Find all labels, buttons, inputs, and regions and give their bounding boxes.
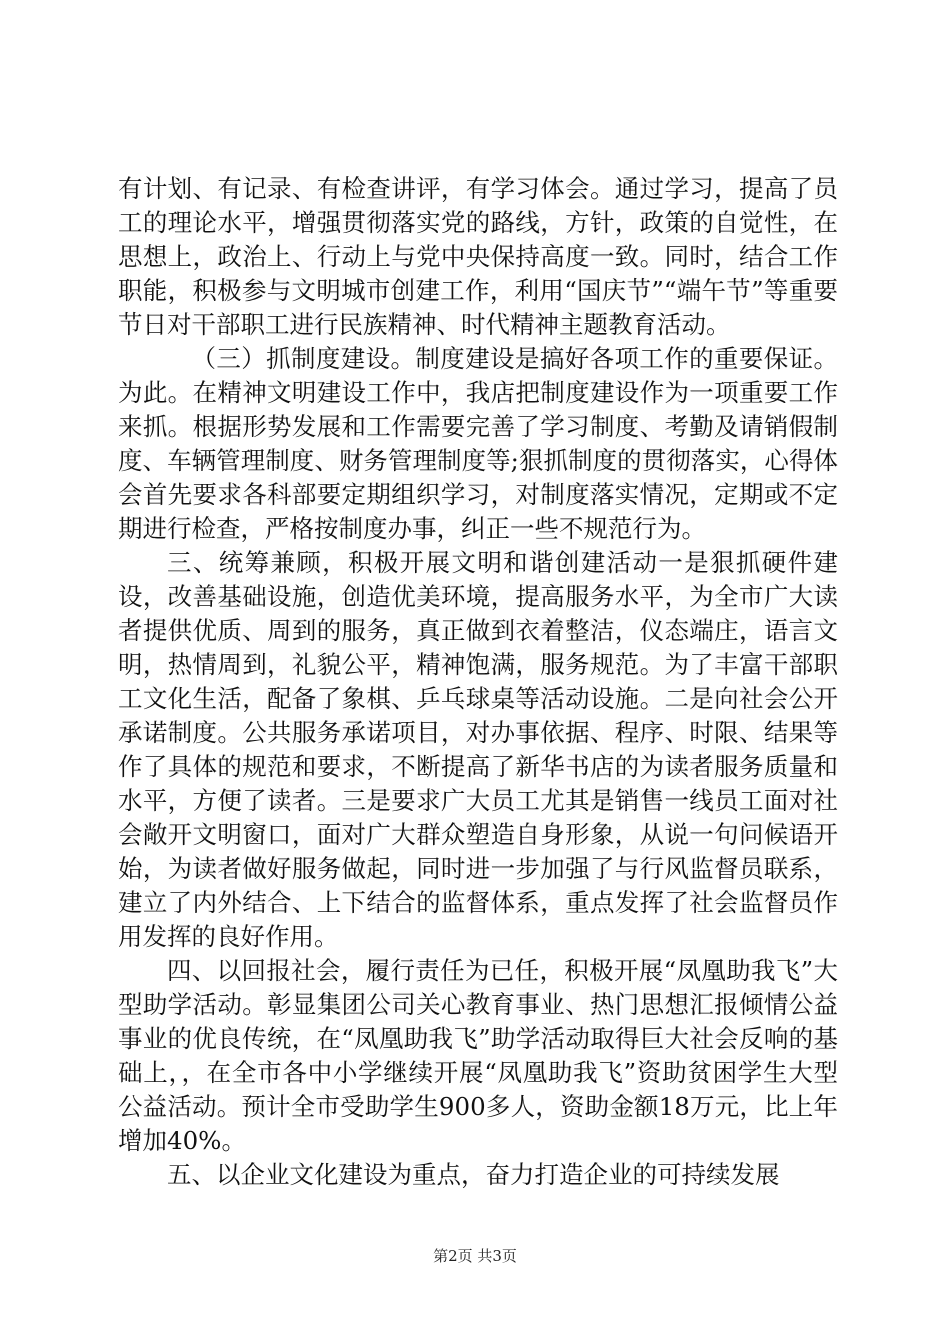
paragraph-student-aid: 四、以回报社会，履行责任为已任，积极开展“凤凰助我飞”大型助学活动。彰显集团公司关心教育事业、热门思想汇报倾情公益事业的优良传统，在“凤凰助我飞”助学活动取得巨大社会反响的基础上，，在全市各中小学继续开展“凤凰助我飞”资助贫困学生大型公益活动。预计全市受助学生900多人，资助金额18万元，比上年增加40%。 (118, 956, 838, 1155)
page-footer: 第2页 共3页 (433, 1247, 517, 1265)
document-body (118, 172, 838, 1192)
paragraph-civilization-activities: 三、统筹兼顾，积极开展文明和谐创建活动一是狠抓硬件建设，改善基础设施，创造优美环境，提高服务水平，为全市广大读者提供优质、周到的服务，真正做到衣着整洁，仪态端庄，语言文明，热情周到，礼貌公平，精神饱满，服务规范。为了丰富干部职工文化生活，配备了象棋、乒乓球桌等活动设施。二是向社会公开承诺制度。公共服务承诺项目，对办事依据、程序、时限、结果等作了具体的规范和要求，不断提高了新华书店的为读者服务质量和水平，方便了读者。三是要求广大员工尤其是销售一线员工面对社会敞开文明窗口，面对广大群众塑造自身形象，从说一句问候语开始，为读者做好服务做起，同时进一步加强了与行风监督员联系，建立了内外结合、上下结合的监督体系，重点发挥了社会监督员作用发挥的良好作用。 (118, 548, 838, 951)
paragraph-institution-building: （三）抓制度建设。制度建设是搞好各项工作的重要保证。为此。在精神文明建设工作中，我店把制度建设作为一项重要工作来抓。根据形势发展和工作需要完善了学习制度、考勤及请销假制度、车辆管理制度、财务管理制度等;狠抓制度的贯彻落实，心得体会首先要求各科部要定期组织学习，对制度落实情况，定期或不定期进行检查，严格按制度办事，纠正一些不规范行为。 (118, 344, 838, 543)
paragraph-continued: 有计划、有记录、有检查讲评，有学习体会。通过学习，提高了员工的理论水平，增强贯彻落实党的路线，方针，政策的自觉性，在思想上，政治上、行动上与党中央保持高度一致。同时，结合工作职能，积极参与文明城市创建工作，利用“国庆节”“端午节”等重要节日对干部职工进行民族精神、时代精神主题教育活动。 (118, 174, 838, 339)
paragraph-corporate-culture: 五、以企业文化建设为重点，奋力打造企业的可持续发展 (167, 1160, 780, 1189)
